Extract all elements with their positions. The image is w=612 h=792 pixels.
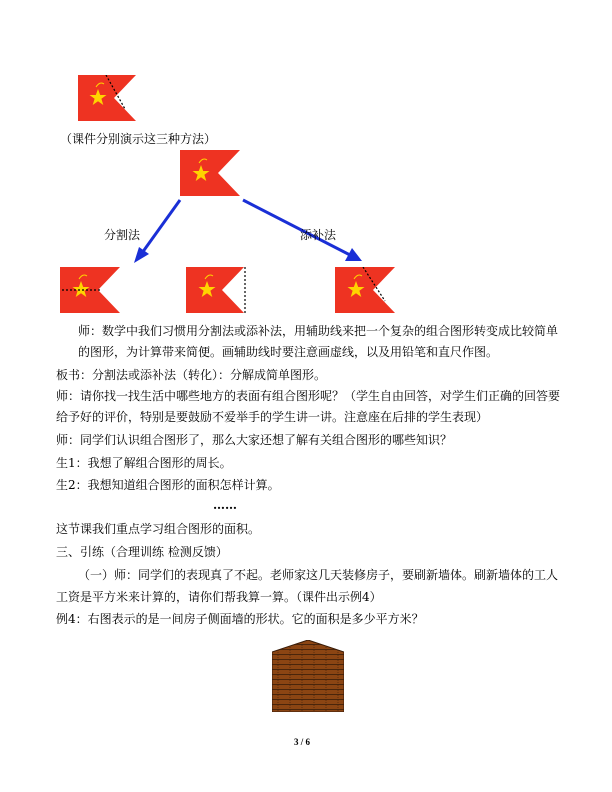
method-label-fill: 添补法 — [300, 228, 337, 242]
part-1-paragraph: （一）师：同学们的表现真了不起。老师家这几天装修房子，要刷新墙体。刷新墙体的工人 — [78, 568, 559, 582]
caption: （课件分别演示这三种方法） — [60, 132, 217, 146]
house-wall-diagram — [272, 640, 344, 712]
method-label-split: 分割法 — [104, 228, 141, 242]
part-1-paragraph-cont: 工资是平方米来计算的，请你们帮我算一算。（课件出示例4） — [56, 590, 382, 604]
board-note: 板书：分割法或添补法（转化）：分解成简单图形。 — [56, 368, 327, 382]
teacher-paragraph-2-cont: 给予好的评价，特别是要鼓励不爱举手的学生讲一讲。注意座在后排的学生表现） — [56, 410, 489, 424]
page-number: 3 / 6 — [294, 737, 311, 747]
section-heading-3: 三、引练（合理训练 检测反馈） — [56, 545, 228, 559]
flag-center — [180, 150, 240, 196]
ellipsis: …… — [213, 498, 237, 512]
teacher-paragraph-2: 师：请你找一找生活中哪些地方的表面有组合图形呢？（学生自由回答，对学生们正确的回答要 — [56, 389, 561, 403]
flag-split — [60, 267, 120, 313]
student-answer-2: 生2：我想知道组合图形的面积怎样计算。 — [56, 478, 280, 492]
teacher-paragraph-3: 师：同学们认识组合图形了，那么大家还想了解有关组合图形的哪些知识？ — [56, 433, 453, 447]
flag-split-diagonal — [335, 267, 395, 313]
teacher-paragraph-1: 师：数学中我们习惯用分割法或添补法，用辅助线来把一个复杂的组合图形转变成比较简单 — [78, 324, 559, 338]
focus-sentence: 这节课我们重点学习组合图形的面积。 — [56, 522, 261, 536]
flag-diagonal-top — [78, 75, 136, 121]
example-4: 例4：右图表示的是一间房子侧面墙的形状。它的面积是多少平方米？ — [56, 612, 424, 626]
student-answer-1: 生1：我想了解组合图形的周长。 — [56, 456, 232, 470]
teacher-paragraph-1-cont: 的图形，为计算带来简便。画辅助线时要注意画虚线，以及用铅笔和直尺作图。 — [78, 345, 499, 359]
flag-fill-vertical — [186, 267, 248, 315]
